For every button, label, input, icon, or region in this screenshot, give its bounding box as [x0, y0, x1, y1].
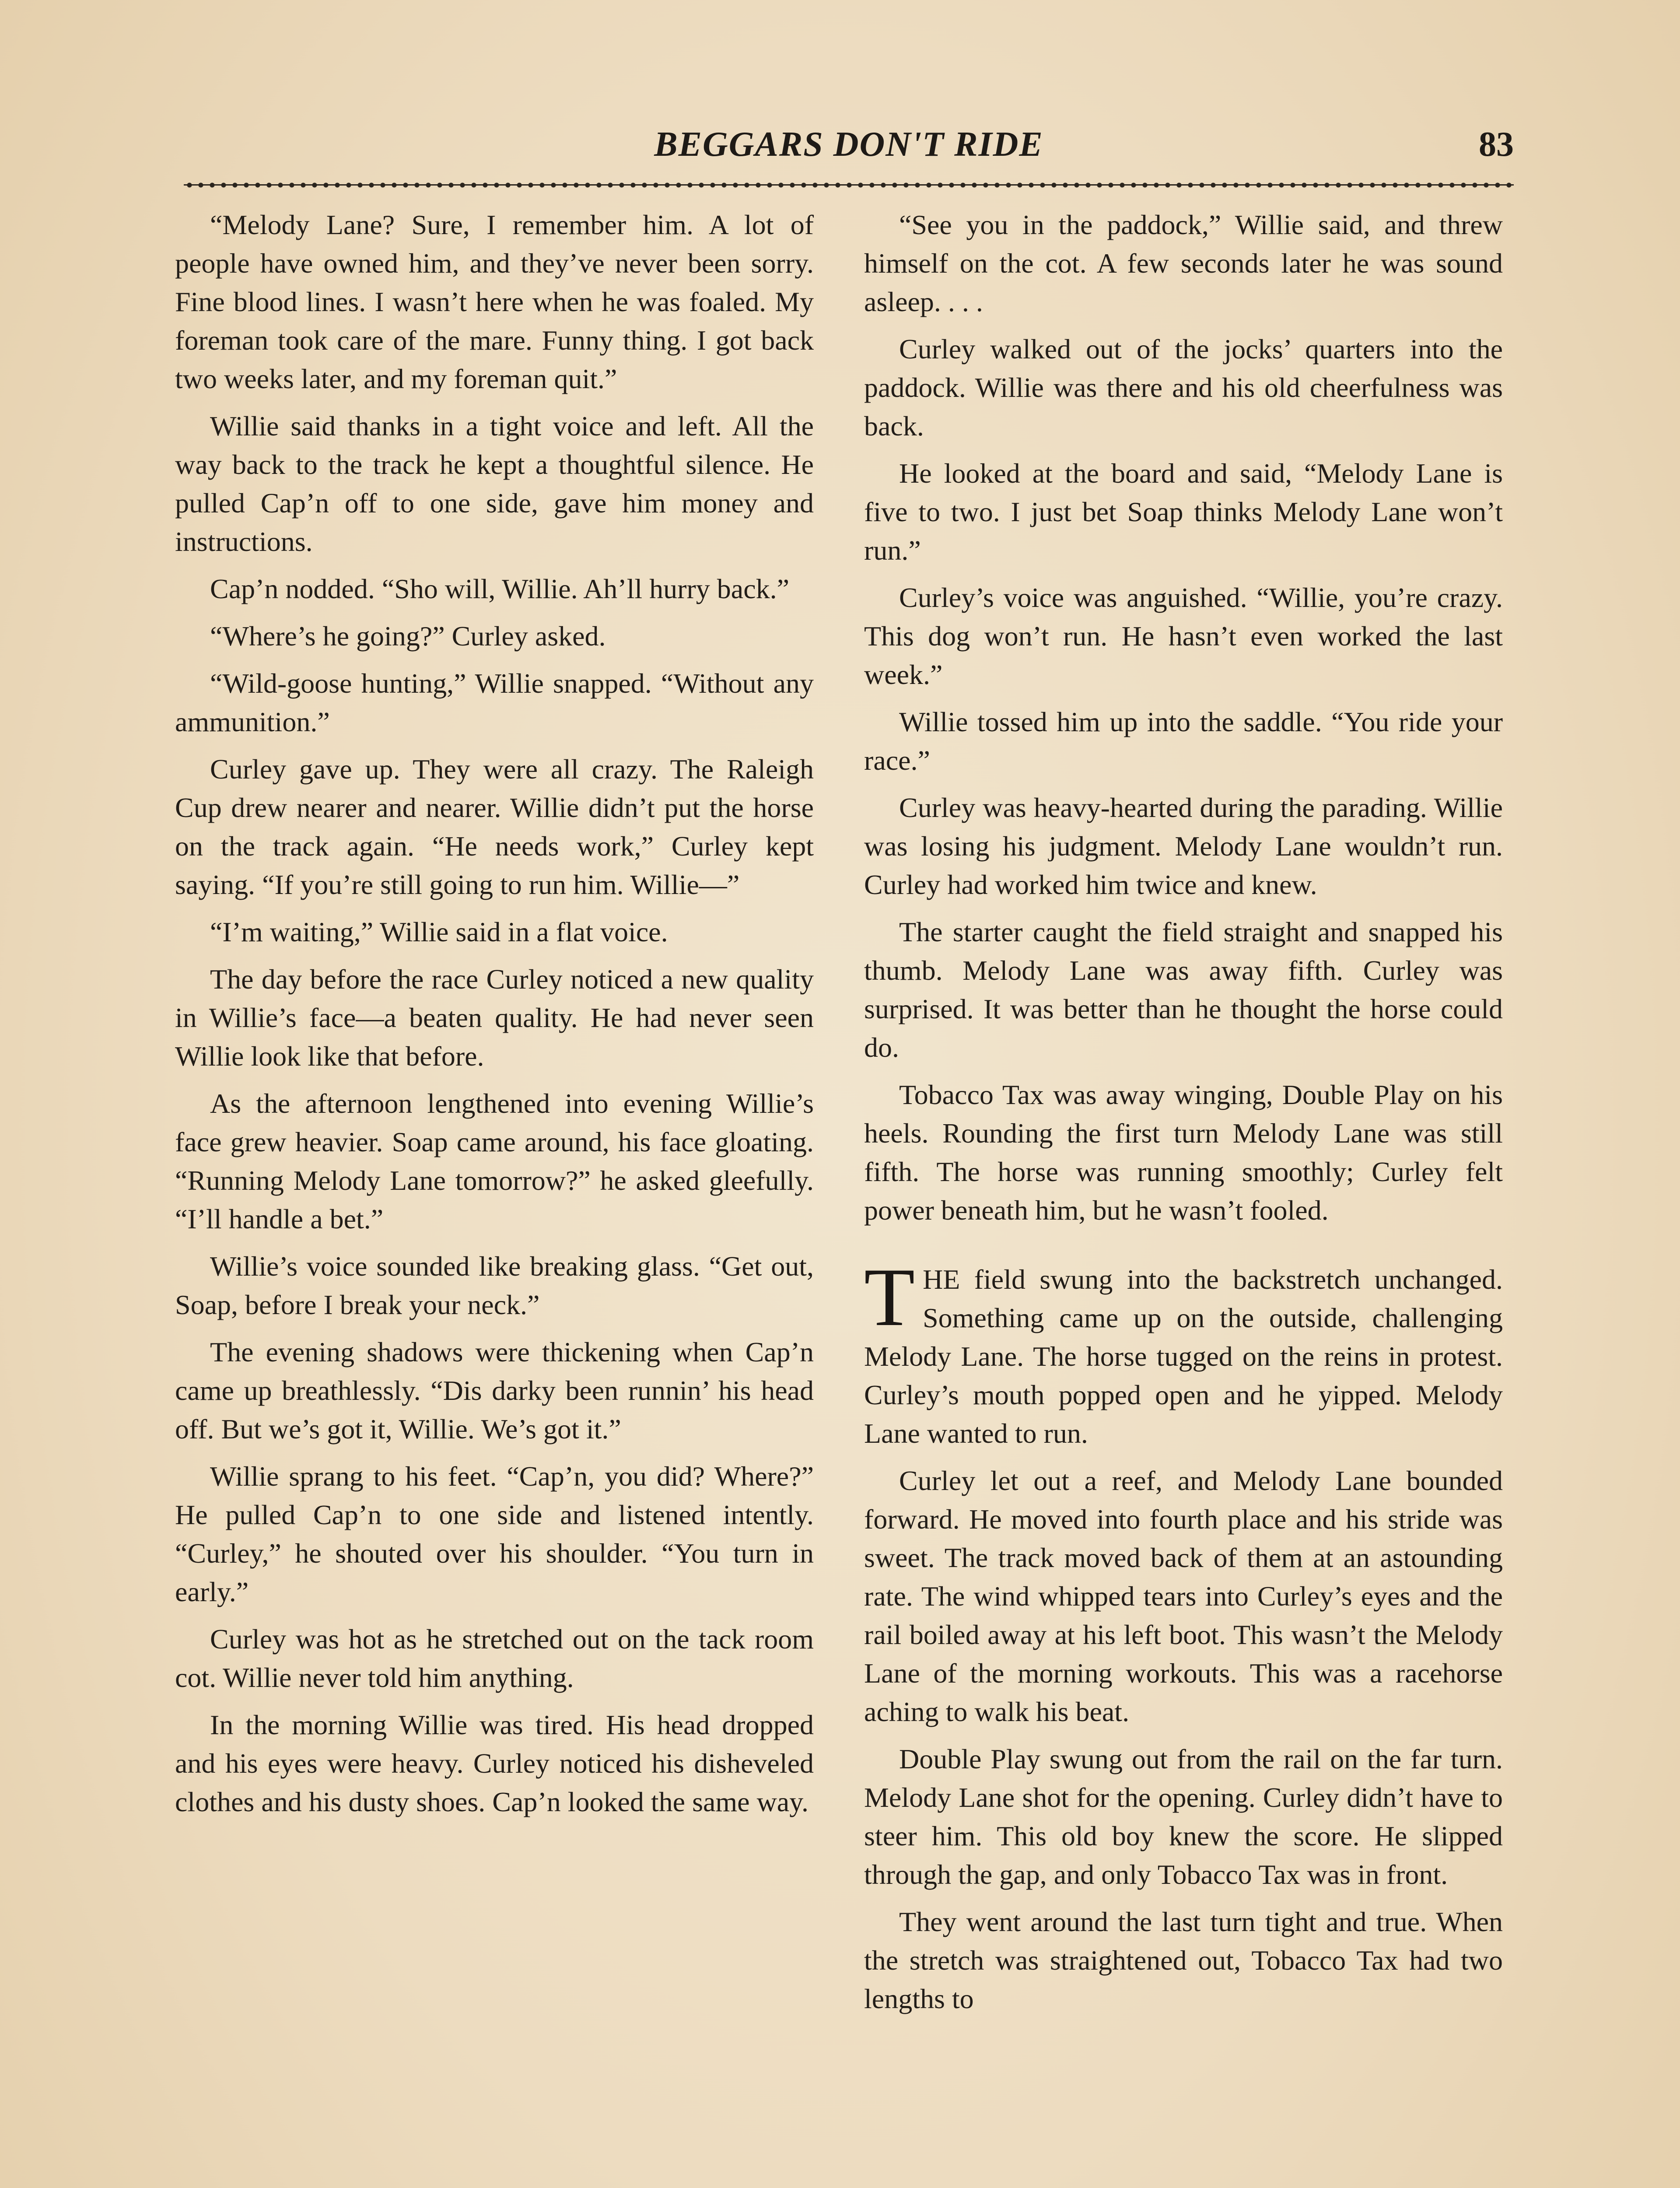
paragraph: Curley was heavy-hearted during the parading. Willie was losing his judgment. Melody Lane wouldn’t run. Curley had worked him twice and knew.: [864, 792, 1503, 900]
paragraph: Curley let out a reef, and Melody Lane bounded forward. He moved into fourth place and his stride was sweet. The track moved back of them at an astounding rate. The wind whipped tears into Curley’s eyes and the rail boiled away at his left boot. This wasn’t the Melody Lane of the morning workouts. This was a racehorse aching to walk his beat.: [864, 1465, 1503, 1727]
page-number: 83: [1479, 125, 1514, 164]
running-title: BEGGARS DON'T RIDE: [654, 125, 1043, 164]
paragraph: Cap’n nodded. “Sho will, Willie. Ah’ll hurry back.”: [210, 573, 789, 604]
paragraph: “Wild-goose hunting,” Willie snapped. “Without any ammunition.”: [175, 668, 814, 737]
paragraph: Willie sprang to his feet. “Cap’n, you did? Where?” He pulled Cap’n to one side and listened intently. “Curley,” he shouted over his shoulder. “You turn in early.”: [175, 1461, 814, 1607]
left-column: [175, 206, 814, 1830]
paragraph: Tobacco Tax was away winging, Double Play on his heels. Rounding the first turn Melody Lane was still fifth. The horse was running smoothly; Curley felt power beneath him, but he wasn’t fooled.: [864, 1079, 1503, 1226]
paragraph: In the morning Willie was tired. His head dropped and his eyes were heavy. Curley noticed his disheveled clothes and his dusty shoes. Cap’n looked the same way.: [175, 1709, 814, 1817]
drop-cap: T: [864, 1252, 915, 1343]
paragraph: “I’m waiting,” Willie said in a flat voice.: [210, 916, 668, 947]
section-opening-paragraph: [864, 1252, 1503, 1453]
paragraph: Curley was hot as he stretched out on the tack room cot. Willie never told him anything.: [175, 1623, 814, 1693]
right-column: [864, 206, 1503, 2027]
header-dotted-rule: [184, 179, 1514, 191]
paragraph: Double Play swung out from the rail on the far turn. Melody Lane shot for the opening. Curley didn’t have to steer him. This old boy knew the score. He slipped through the gap, and only Tobacco Tax was in front.: [864, 1743, 1503, 1890]
paragraph: Curley gave up. They were all crazy. The Raleigh Cup drew nearer and nearer. Willie didn’t put the horse on the track again. “He needs work,” Curley kept saying. “If you’re still going to run him. Willie—”: [175, 754, 814, 900]
paragraph: Willie tossed him up into the saddle. “You ride your race.”: [864, 706, 1503, 776]
paragraph: They went around the last turn tight and true. When the stretch was straightened out, Tobacco Tax had two lengths to: [864, 1906, 1503, 2014]
paragraph: “See you in the paddock,” Willie said, and threw himself on the cot. A few seconds later he was sound asleep. . . .: [864, 209, 1503, 317]
page-header: [184, 125, 1514, 177]
paragraph: He looked at the board and said, “Melody Lane is five to two. I just bet Soap thinks Melody Lane won’t run.”: [864, 458, 1503, 566]
paragraph: The starter caught the field straight and snapped his thumb. Melody Lane was away fifth. Curley was surprised. It was better than he thought the horse could do.: [864, 916, 1503, 1063]
paragraph: The day before the race Curley noticed a new quality in Willie’s face—a beaten quality. He had never seen Willie look like that before.: [175, 964, 814, 1072]
paragraph: Curley’s voice was anguished. “Willie, you’re crazy. This dog won’t run. He hasn’t even worked the last week.”: [864, 582, 1503, 690]
paragraph: “Where’s he going?” Curley asked.: [210, 621, 606, 652]
section-opening-text: HE field swung into the backstretch unchanged. Something came up on the outside, challenging Melody Lane. The horse tugged on the reins in protest. Curley’s mouth popped open and he yipped. Melody Lane wanted to run.: [864, 1264, 1503, 1449]
paragraph: Willie’s voice sounded like breaking glass. “Get out, Soap, before I break your neck.”: [175, 1251, 814, 1320]
paragraph: The evening shadows were thickening when Cap’n came up breathlessly. “Dis darky been runnin’ his head off. But we’s got it, Willie. We’s got it.”: [175, 1336, 814, 1445]
paragraph: “Melody Lane? Sure, I remember him. A lot of people have owned him, and they’ve never been sorry. Fine blood lines. I wasn’t here when he was foaled. My foreman took care of the mare. Funny thing. I got back two weeks later, and my foreman quit.”: [175, 209, 814, 394]
paragraph: As the afternoon lengthened into evening Willie’s face grew heavier. Soap came around, his face gloating. “Running Melody Lane tomorrow?” he asked gleefully. “I’ll handle a bet.”: [175, 1088, 814, 1234]
paragraph: Curley walked out of the jocks’ quarters into the paddock. Willie was there and his old cheerfulness was back.: [864, 333, 1503, 442]
paragraph: Willie said thanks in a tight voice and left. All the way back to the track he kept a thoughtful silence. He pulled Cap’n off to one side, gave him money and instructions.: [175, 410, 814, 557]
